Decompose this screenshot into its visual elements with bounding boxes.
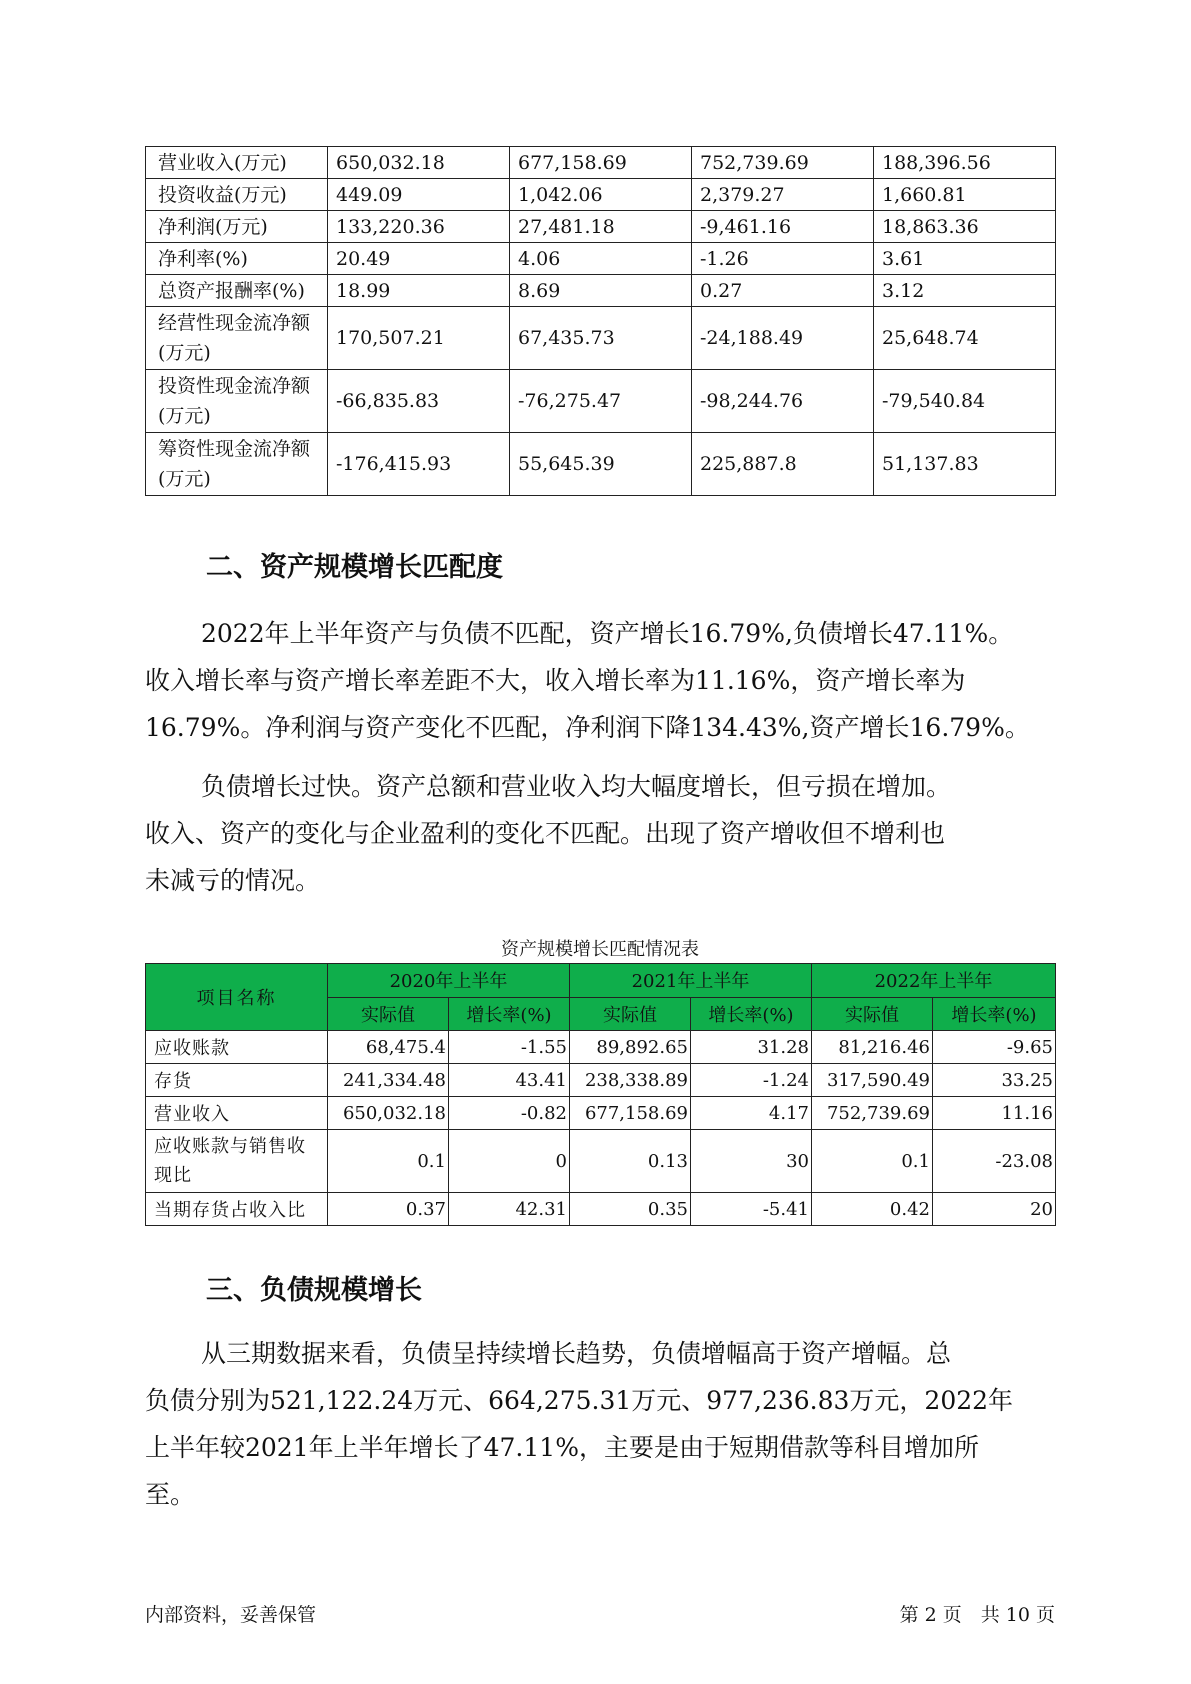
table-cell: 241,334.48: [328, 1064, 449, 1097]
table-cell: 0.1: [812, 1130, 933, 1193]
table-cell: 33.25: [933, 1064, 1056, 1097]
table-row: [146, 179, 1056, 211]
section3-heading: 三、负债规模增长: [206, 1275, 422, 1306]
table-cell: -9.65: [933, 1031, 1056, 1064]
table-cell: -24,188.49: [692, 307, 874, 370]
table-cell: 449.09: [328, 179, 510, 211]
row-label: 投资性现金流净额 (万元): [146, 370, 328, 433]
table-cell: 0: [449, 1130, 570, 1193]
table-cell: -1.55: [449, 1031, 570, 1064]
table-cell: 51,137.83: [874, 433, 1056, 496]
text-line: 16.79%。净利润与资产变化不匹配，净利润下降134.43%,资产增长16.79%。: [145, 713, 1030, 742]
section2-paragraph-2: [145, 763, 1055, 904]
growth-rate-header: 增长率(%): [449, 997, 570, 1031]
period-header: 2022年上半年: [812, 964, 1056, 998]
table-cell: 0.37: [328, 1193, 449, 1226]
table-cell: 752,739.69: [812, 1097, 933, 1130]
table-cell: 43.41: [449, 1064, 570, 1097]
table-cell: 0.13: [570, 1130, 691, 1193]
actual-value-header: 实际值: [328, 997, 449, 1031]
table-cell: 1,660.81: [874, 179, 1056, 211]
table-cell: 650,032.18: [328, 147, 510, 179]
table-cell: 677,158.69: [510, 147, 692, 179]
row-label: 营业收入: [146, 1097, 328, 1130]
project-name-header: 项目名称: [146, 964, 328, 1031]
table-cell: 81,216.46: [812, 1031, 933, 1064]
row-label: 总资产报酬率(%): [146, 275, 328, 307]
table-cell: 20.49: [328, 243, 510, 275]
table-cell: 4.06: [510, 243, 692, 275]
table-cell: -9,461.16: [692, 211, 874, 243]
text-line: 收入、资产的变化与企业盈利的变化不匹配。出现了资产增收但不增利也: [145, 819, 946, 848]
text-line: 上半年较2021年上半年增长了47.11%，主要是由于短期借款等科目增加所: [145, 1433, 979, 1462]
section2-paragraph-1: [145, 610, 1055, 751]
row-label: 营业收入(万元): [146, 147, 328, 179]
period-header: 2021年上半年: [570, 964, 812, 998]
table-cell: 89,892.65: [570, 1031, 691, 1064]
table-cell: 4.17: [691, 1097, 812, 1130]
table-cell: 25,648.74: [874, 307, 1056, 370]
actual-value-header: 实际值: [570, 997, 691, 1031]
asset-growth-match-table: [145, 963, 1056, 1226]
table-row: [146, 1193, 1056, 1226]
table-cell: 11.16: [933, 1097, 1056, 1130]
section2-heading: 二、资产规模增长匹配度: [206, 552, 503, 583]
table-row: [146, 433, 1056, 496]
table-cell: 55,645.39: [510, 433, 692, 496]
table-cell: 20: [933, 1193, 1056, 1226]
financial-metrics-table: [145, 146, 1056, 496]
row-label: 投资收益(万元): [146, 179, 328, 211]
text-line: 2022年上半年资产与负债不匹配，资产增长16.79%,负债增长47.11%。: [201, 619, 1014, 648]
text-line: 收入增长率与资产增长率差距不大，收入增长率为11.16%，资产增长率为: [145, 666, 966, 695]
table-cell: 42.31: [449, 1193, 570, 1226]
table-cell: -66,835.83: [328, 370, 510, 433]
table-row: [146, 147, 1056, 179]
period-header: 2020年上半年: [328, 964, 570, 998]
growth-rate-header: 增长率(%): [691, 997, 812, 1031]
table-row: [146, 1064, 1056, 1097]
table-cell: -1.26: [692, 243, 874, 275]
section3-paragraph-1: [145, 1330, 1055, 1518]
table-cell: 0.42: [812, 1193, 933, 1226]
table-cell: 2,379.27: [692, 179, 874, 211]
table-cell: 8.69: [510, 275, 692, 307]
text-line: 负债分别为521,122.24万元、664,275.31万元、977,236.83万元，2022年: [145, 1386, 1014, 1415]
table-cell: -5.41: [691, 1193, 812, 1226]
table-cell: 1,042.06: [510, 179, 692, 211]
table-cell: 317,590.49: [812, 1064, 933, 1097]
table-cell: 3.61: [874, 243, 1056, 275]
table-cell: 68,475.4: [328, 1031, 449, 1064]
growth-rate-header: 增长率(%): [933, 997, 1056, 1031]
table-caption: 资产规模增长匹配情况表: [501, 939, 699, 960]
row-label: 筹资性现金流净额 (万元): [146, 433, 328, 496]
table-cell: 225,887.8: [692, 433, 874, 496]
table-cell: -23.08: [933, 1130, 1056, 1193]
table-cell: 650,032.18: [328, 1097, 449, 1130]
row-label: 应收账款与销售收 现比: [146, 1130, 328, 1193]
row-label: 当期存货占收入比: [146, 1193, 328, 1226]
table-cell: 3.12: [874, 275, 1056, 307]
table-row: [146, 1031, 1056, 1064]
table-cell: -0.82: [449, 1097, 570, 1130]
table-cell: 170,507.21: [328, 307, 510, 370]
table-cell: 133,220.36: [328, 211, 510, 243]
table-cell: 18.99: [328, 275, 510, 307]
table-cell: 0.27: [692, 275, 874, 307]
table-cell: 27,481.18: [510, 211, 692, 243]
table-cell: -98,244.76: [692, 370, 874, 433]
table-cell: 677,158.69: [570, 1097, 691, 1130]
table-cell: 18,863.36: [874, 211, 1056, 243]
table-cell: 0.1: [328, 1130, 449, 1193]
table-row: [146, 211, 1056, 243]
footer-confidential-note: 内部资料，妥善保管: [145, 1604, 317, 1626]
table-cell: 0.35: [570, 1193, 691, 1226]
table-row: [146, 275, 1056, 307]
table-cell: -76,275.47: [510, 370, 692, 433]
table-cell: 752,739.69: [692, 147, 874, 179]
table-cell: -176,415.93: [328, 433, 510, 496]
table-cell: 30: [691, 1130, 812, 1193]
row-label: 经营性现金流净额 (万元): [146, 307, 328, 370]
footer-page-number: 第 2 页 共 10 页: [899, 1604, 1055, 1626]
text-line: 至。: [145, 1480, 196, 1509]
table-row: [146, 307, 1056, 370]
table-cell: -1.24: [691, 1064, 812, 1097]
row-label: 净利润(万元): [146, 211, 328, 243]
table-row: [146, 1130, 1056, 1193]
text-line: 从三期数据来看，负债呈持续增长趋势，负债增幅高于资产增幅。总: [201, 1339, 952, 1368]
table-cell: 67,435.73: [510, 307, 692, 370]
table-cell: 238,338.89: [570, 1064, 691, 1097]
table-cell: 188,396.56: [874, 147, 1056, 179]
row-label: 净利率(%): [146, 243, 328, 275]
table-row: [146, 370, 1056, 433]
table-row: [146, 1097, 1056, 1130]
row-label: 存货: [146, 1064, 328, 1097]
actual-value-header: 实际值: [812, 997, 933, 1031]
table-row: [146, 243, 1056, 275]
row-label: 应收账款: [146, 1031, 328, 1064]
text-line: 负债增长过快。资产总额和营业收入均大幅度增长，但亏损在增加。: [201, 772, 952, 801]
text-line: 未减亏的情况。: [145, 866, 321, 895]
table-cell: -79,540.84: [874, 370, 1056, 433]
table-cell: 31.28: [691, 1031, 812, 1064]
